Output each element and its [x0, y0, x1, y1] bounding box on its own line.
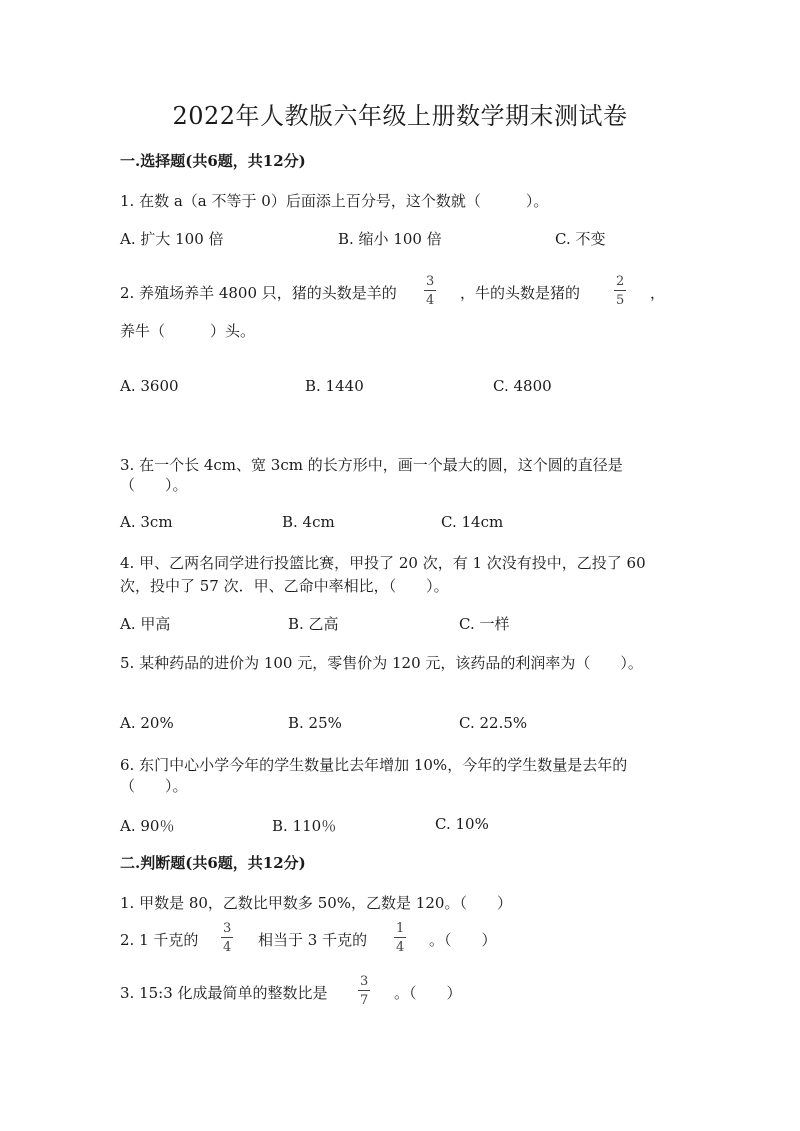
question-4-option-c: C. 一样: [459, 615, 510, 633]
question-3-option-a: A. 3cm: [120, 513, 173, 531]
fraction-denominator: 5: [616, 293, 625, 308]
question-5-option-b: B. 25%: [288, 714, 342, 732]
question-5-option-a: A. 20%: [120, 714, 174, 732]
fraction-denominator: 7: [360, 993, 369, 1008]
section-heading-choice: 一.选择题(共6题，共12分): [120, 152, 306, 170]
question-3-option-b: B. 4cm: [282, 513, 335, 531]
question-2-text-part1: 2. 养殖场养羊 4800 只，猪的头数是羊的: [120, 284, 397, 302]
question-5-option-c: C. 22.5%: [459, 714, 528, 732]
question-5-text: 5. 某种药品的进价为 100 元，零售价为 120 元，该药品的利润率为（ ）。: [120, 654, 643, 672]
question-6-option-c: C. 10%: [435, 815, 489, 833]
question-3-option-c: C. 14cm: [441, 513, 504, 531]
question-2-fraction-1: [424, 275, 436, 307]
question-2-option-a: A. 3600: [120, 377, 179, 395]
question-6-line1: 6. 东门中心小学今年的学生数量比去年增加 10%，今年的学生数量是去年的: [120, 756, 628, 774]
fraction-numerator: 3: [360, 974, 369, 989]
question-6-option-b: B. 110％: [272, 817, 337, 835]
judgement-3-part2: 。（ ）: [394, 984, 462, 1002]
question-3-line1: 3. 在一个长 4cm、宽 3cm 的长方形中，画一个最大的圆，这个圆的直径是: [120, 456, 623, 474]
judgement-2-part2: 相当于 3 千克的: [258, 931, 368, 949]
question-2-fraction-2: [614, 275, 626, 307]
fraction-numerator: 3: [426, 274, 435, 289]
fraction-denominator: 4: [426, 293, 435, 308]
judgement-2-part1: 2. 1 千克的: [120, 931, 199, 949]
question-2-text-part3: ，: [650, 284, 666, 302]
judgement-1-text: 1. 甲数是 80，乙数比甲数多 50%，乙数是 120。（ ）: [120, 894, 512, 912]
judgement-2-fraction-2: [394, 922, 406, 954]
question-3-line2: （ ）。: [120, 476, 188, 494]
question-2-option-c: C. 4800: [493, 377, 552, 395]
judgement-2-part3: 。（ ）: [429, 931, 497, 949]
question-4-option-b: B. 乙高: [288, 615, 339, 633]
fraction-denominator: 4: [223, 940, 232, 955]
question-2-option-b: B. 1440: [305, 377, 364, 395]
question-1-option-b: B. 缩小 100 倍: [338, 230, 442, 248]
question-1-text: 1. 在数 a（a 不等于 0）后面添上百分号，这个数就（ ）。: [120, 192, 549, 210]
question-6-option-a: A. 90％: [120, 817, 175, 835]
question-4-option-a: A. 甲高: [120, 615, 171, 633]
question-4-line2: 次，投中了 57 次．甲、乙命中率相比，（ ）。: [120, 577, 449, 595]
question-6-line2: （ ）。: [120, 777, 188, 795]
fraction-denominator: 4: [396, 940, 405, 955]
page-title: 2022年人教版六年级上册数学期末测试卷: [172, 102, 628, 130]
question-1-option-a: A. 扩大 100 倍: [120, 230, 224, 248]
question-2-text-part2: ，牛的头数是猪的: [460, 284, 581, 302]
fraction-numerator: 2: [616, 274, 625, 289]
question-2-line2: 养牛（ ）头。: [120, 322, 256, 340]
judgement-2-fraction-1: [221, 922, 233, 954]
question-4-line1: 4. 甲、乙两名同学进行投篮比赛，甲投了 20 次，有 1 次没有投中，乙投了 60: [120, 554, 646, 572]
question-1-option-c: C. 不变: [555, 230, 606, 248]
fraction-numerator: 1: [396, 921, 405, 936]
judgement-3-part1: 3. 15:3 化成最简单的整数比是: [120, 984, 328, 1002]
fraction-numerator: 3: [223, 921, 232, 936]
section-heading-judgement: 二.判断题(共6题，共12分): [120, 854, 306, 872]
judgement-3-fraction-1: [358, 975, 370, 1007]
